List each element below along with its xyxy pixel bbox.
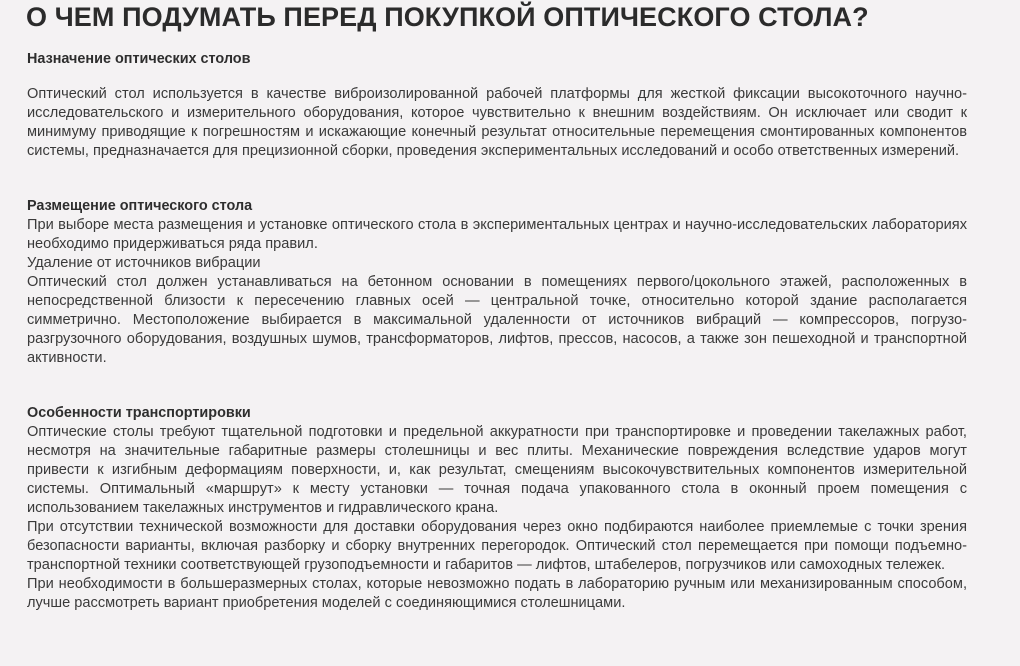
paragraph: При отсутствии технической возможности для доставки оборудования через окно подбираются наиболее приемлемые с точки зрения безопасности варианты, включая разборку и сборку внутренних перегородок. Оптический стол перемещается при помощи подъемно-транспортной техники соответствующей грузоподъемности и габаритов — лифтов, штабелеров, погрузчиков или самоходных тележек. — [27, 519, 967, 573]
paragraph: Оптический стол должен устанавливаться на бетонном основании в помещениях первого/цокольного этажей, расположенных в непосредственной близости к пересечению главных осей — центральной точке, относительно которой здание располагается симметрично. Местоположение выбирается в максимальной удаленности от источников вибраций — компрессоров, погрузо-разгрузочного оборудования, воздушных шумов, трансформаторов, лифтов, прессов, насосов, а также зон пешеходной и транспортной активности. — [27, 274, 967, 366]
article-content — [27, 50, 967, 613]
section-transportation — [27, 404, 967, 613]
section-heading: Назначение оптических столов — [27, 51, 251, 67]
section-heading: Особенности транспортировки — [27, 405, 251, 421]
paragraph: При необходимости в большеразмерных столах, которые невозможно подать в лабораторию ручным или механизированным способом, лучше рассмотреть вариант приобретения моделей с соединяющимися столешницами. — [27, 576, 967, 611]
paragraph: Оптические столы требуют тщательной подготовки и предельной аккуратности при транспортировке и проведении такелажных работ, несмотря на значительные габаритные размеры столешницы и вес плиты. Механические повреждения вследствие ударов могут привести к изгибным деформациям поверхности, и, как результат, смещениям высокочувствительных компонентов измерительной системы. Оптимальный «маршрут» к месту установки — точная подача упакованного стола в оконный проем помещения с использованием такелажных инструментов и гидравлического крана. — [27, 424, 967, 516]
subheading-paragraph: Удаление от источников вибрации — [27, 255, 261, 271]
paragraph: Оптический стол используется в качестве виброизолированной рабочей платформы для жесткой фиксации высокоточного научно-исследовательского и измерительного оборудования, которое чувствительно к внешним воздействиям. Он исключает или сводит к минимуму приводящие к погрешностям и искажающие конечный результат относительные перемещения смонтированных компонентов системы, предназначается для прецизионной сборки, проведения экспериментальных исследований и особо ответственных измерений. — [27, 86, 967, 159]
section-placement — [27, 197, 967, 368]
spacer — [27, 368, 967, 404]
page-title: О ЧЕМ ПОДУМАТЬ ПЕРЕД ПОКУПКОЙ ОПТИЧЕСКОГО СТОЛА? — [26, 2, 869, 32]
spacer — [27, 161, 967, 197]
paragraph: При выборе места размещения и установке оптического стола в экспериментальных центрах и научно-исследовательских лабораториях необходимо придерживаться ряда правил. — [27, 217, 967, 252]
spacer — [27, 69, 967, 85]
section-heading: Размещение оптического стола — [27, 198, 253, 214]
section-purpose — [27, 50, 967, 161]
